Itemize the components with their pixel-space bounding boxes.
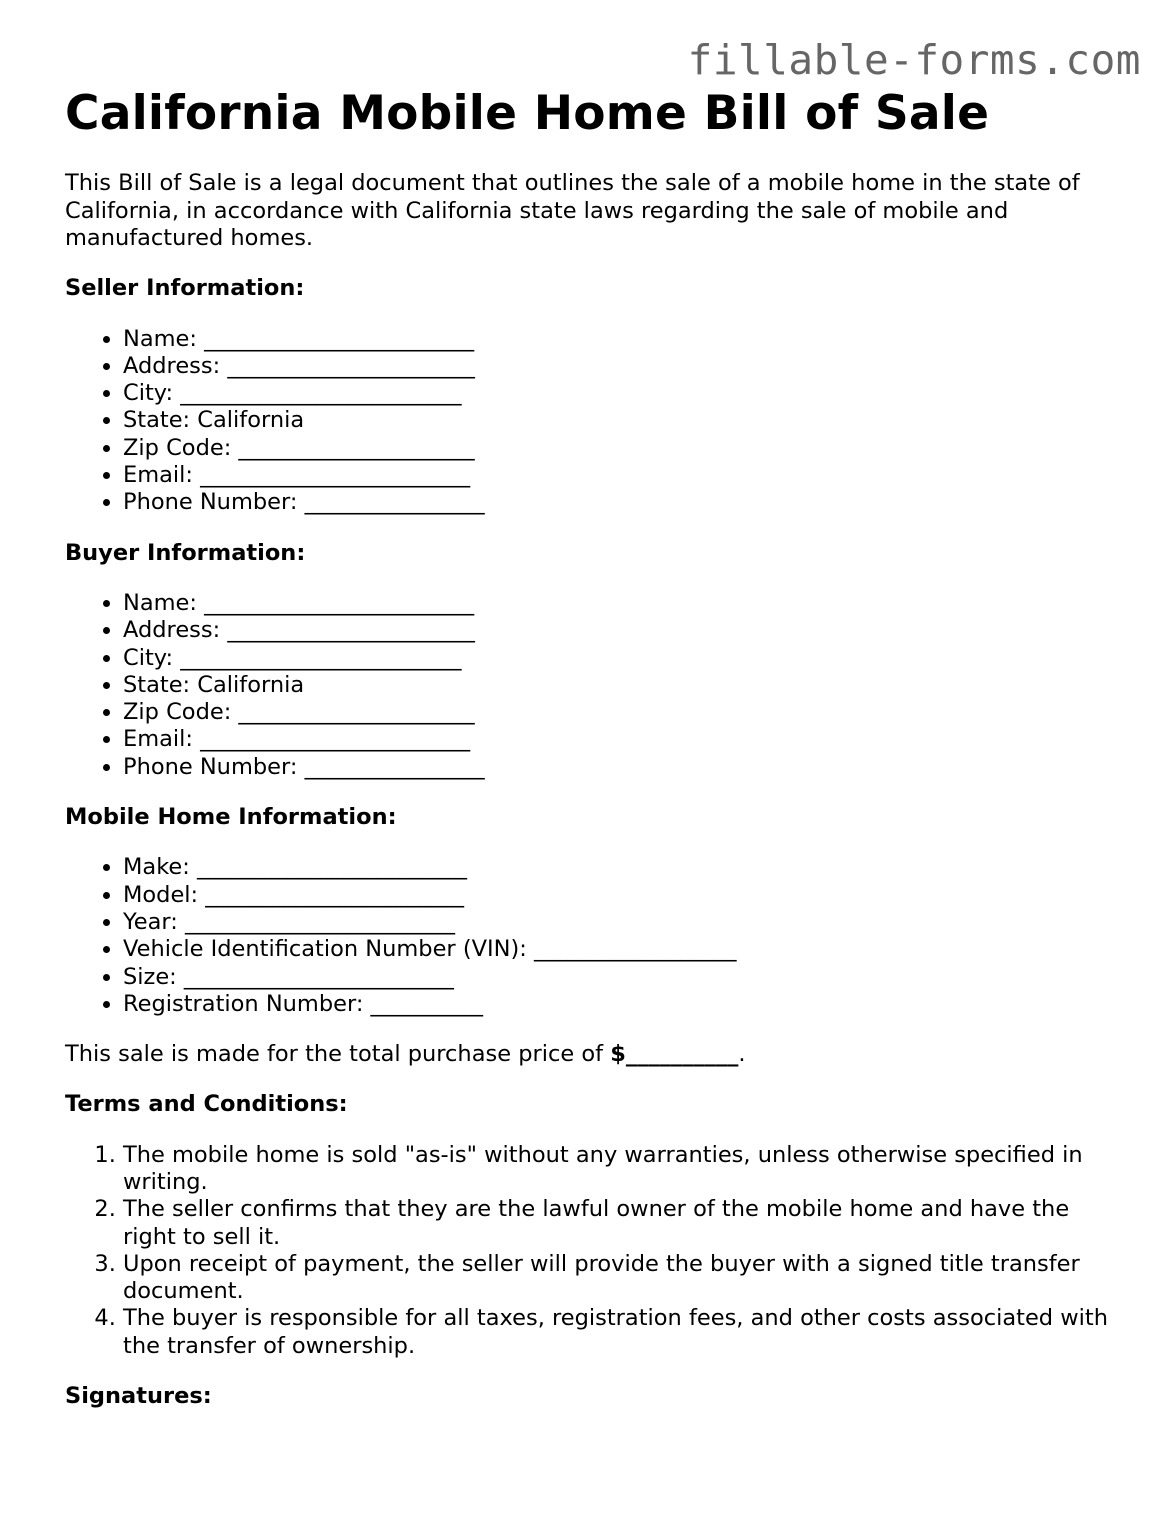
size-field[interactable]: • Size: ________________________ xyxy=(123,964,1125,991)
purchase-price-field[interactable]: $__________ xyxy=(610,1041,739,1068)
seller-city-field[interactable]: • City: _________________________ xyxy=(123,380,1125,407)
buyer-address-field[interactable]: • Address: ______________________ xyxy=(123,617,1125,644)
buyer-heading: Buyer Information: xyxy=(65,539,306,566)
term-item: 2. The seller confirms that they are the lawful owner of the mobile home and have the right to sell it. xyxy=(123,1196,1125,1251)
model-field[interactable]: • Model: _______________________ xyxy=(123,882,1125,909)
term-item: 3. Upon receipt of payment, the seller will provide the buyer with a signed title transfer document. xyxy=(123,1251,1125,1306)
signatures-heading: Signatures: xyxy=(65,1383,212,1410)
watermark: fillable-forms.com xyxy=(687,36,1141,84)
seller-phone-field[interactable]: • Phone Number: ________________ xyxy=(123,489,1125,516)
buyer-zip-field[interactable]: • Zip Code: _____________________ xyxy=(123,699,1125,726)
buyer-email-field[interactable]: • Email: ________________________ xyxy=(123,726,1125,753)
terms-heading: Terms and Conditions: xyxy=(65,1091,348,1118)
buyer-phone-field[interactable]: • Phone Number: ________________ xyxy=(123,754,1125,781)
vin-field[interactable]: • Vehicle Identification Number (VIN): __________________ xyxy=(123,936,1125,963)
seller-state-field: • State: California xyxy=(123,407,1125,434)
buyer-city-field[interactable]: • City: _________________________ xyxy=(123,645,1125,672)
term-item: 1. The mobile home is sold "as-is" without any warranties, unless otherwise specified in writing. xyxy=(123,1142,1125,1197)
purchase-price-line xyxy=(65,1041,1125,1068)
seller-address-field[interactable]: • Address: ______________________ xyxy=(123,353,1125,380)
seller-email-field[interactable]: • Email: ________________________ xyxy=(123,462,1125,489)
seller-field-list xyxy=(65,326,1125,517)
buyer-state-field: • State: California xyxy=(123,672,1125,699)
seller-heading: Seller Information: xyxy=(65,275,305,302)
mobile-home-heading: Mobile Home Information: xyxy=(65,804,397,831)
buyer-field-list xyxy=(65,590,1125,781)
year-field[interactable]: • Year: ________________________ xyxy=(123,909,1125,936)
intro-paragraph: This Bill of Sale is a legal document that outlines the sale of a mobile home in the state of California, in accordance with California state laws regarding the sale of mobile and manufactured homes. xyxy=(65,170,1080,251)
purchase-price-text: This sale is made for the total purchase price of xyxy=(65,1041,611,1068)
document-body xyxy=(65,86,1125,1410)
mobile-home-field-list xyxy=(65,854,1125,1018)
terms-list xyxy=(65,1142,1125,1360)
registration-number-field[interactable]: • Registration Number: __________ xyxy=(123,991,1125,1018)
make-field[interactable]: • Make: ________________________ xyxy=(123,854,1125,881)
term-item: 4. The buyer is responsible for all taxes, registration fees, and other costs associated with the transfer of ownership. xyxy=(123,1305,1125,1360)
seller-zip-field[interactable]: • Zip Code: _____________________ xyxy=(123,435,1125,462)
buyer-name-field[interactable]: • Name: ________________________ xyxy=(123,590,1125,617)
purchase-price-period: . xyxy=(738,1041,746,1068)
seller-name-field[interactable]: • Name: ________________________ xyxy=(123,326,1125,353)
page-title: California Mobile Home Bill of Sale xyxy=(65,86,990,141)
